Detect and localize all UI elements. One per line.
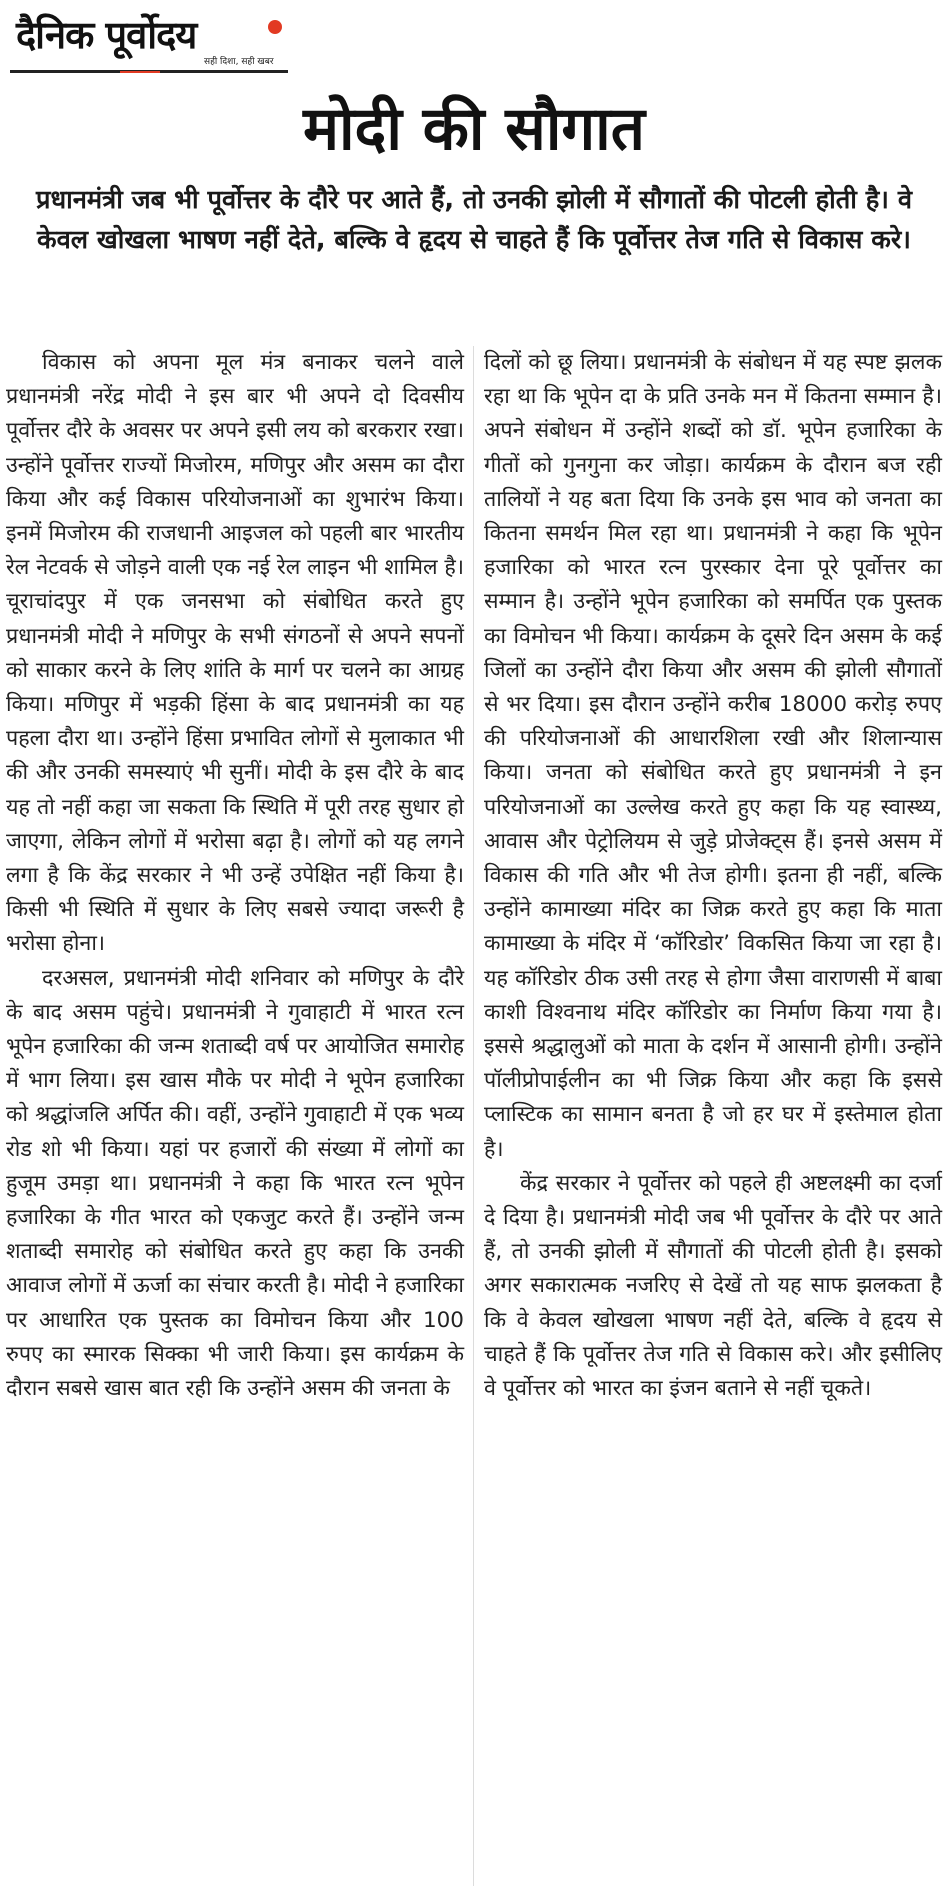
article-headline: मोदी की सौगात (303, 94, 645, 164)
article-paragraph: दरअसल, प्रधानमंत्री मोदी शनिवार को मणिपुर के दौरे के बाद असम पहुंचे। प्रधानमंत्री ने गुवाहाटी में भारत रत्न भूपेन हजारिका की जन्म शताब्दी वर्ष पर आयोजित समारोह में भाग लिया। इस खास मौके पर मोदी ने भूपेन हजारिका को श्रद्धांजलि अर्पित की। वहीं, उन्होंने गुवाहाटी में एक भव्य रोड शो भी किया। यहां पर हजारों की संख्या में लोगों का हुजूम उमड़ा था। प्रधानमंत्री ने कहा कि भारत रत्न भूपेन हजारिका के गीत भारत को एकजुट करते हैं। उन्होंने जन्म शताब्दी समारोह को संबोधित करते हुए कहा कि उनकी आवाज लोगों में ऊर्जा का संचार करती है। मोदी ने हजारिका पर आधारित एक पुस्तक का विमोचन किया और 100 रुपए का स्मारक सिक्का भी जारी किया। इस कार्यक्रम के दौरान सबसे खास बात रही कि उन्होंने असम की जनता के (6, 965, 464, 1402)
article-column-right (484, 346, 942, 1406)
newspaper-masthead (10, 8, 288, 76)
article-paragraph: दिलों को छू लिया। प्रधानमंत्री के संबोधन में यह स्पष्ट झलक रहा था कि भूपेन दा के प्रति उनके मन में कितना सम्मान है। अपने संबोधन में उन्होंने शब्दों को डॉ. भूपेन हजारिका के गीतों को गुनगुना कर जोड़ा। कार्यक्रम के दौरान बज रही तालियों ने यह बता दिया कि उनके इस भाव को जनता का कितना समर्थन मिल रहा था। प्रधानमंत्री ने कहा कि भूपेन हजारिका को भारत रत्न पुरस्कार देना पूरे पूर्वोत्तर का सम्मान है। उन्होंने भूपेन हजारिका को समर्पित एक पुस्तक का विमोचन भी किया। कार्यक्रम के दूसरे दिन असम के कई जिलों का उन्होंने दौरा किया और असम की झोली सौगातों से भर दिया। इस दौरान उन्होंने करीब 18000 करोड़ रुपए की परियोजनाओं की आधारशिला रखी और शिलान्यास किया। जनता को संबोधित करते हुए प्रधानमंत्री ने इन परियोजनाओं का उल्लेख करते हुए कहा कि यह स्वास्थ्य, आवास और पेट्रोलियम से जुड़े प्रोजेक्ट्स हैं। इनसे असम में विकास की गति और भी तेज होगी। इतना ही नहीं, बल्कि उन्होंने कामाख्या मंदिर का जिक्र करते हुए कहा कि माता कामाख्या के मंदिर में ‘कॉरिडोर’ विकसित किया जा रहा है। यह कॉरिडोर ठीक उसी तरह से होगा जैसा वाराणसी में बाबा काशी विश्वनाथ मंदिर कॉरिडोर का निर्माण किया गया है। इससे श्रद्धालुओं को माता के दर्शन में आसानी होगी। उन्होंने पॉलीप्रोपाईलीन का भी जिक्र किया और कहा कि इससे प्लास्टिक का सामान बनता है जो हर घर में इस्तेमाल होता है। (484, 350, 942, 1162)
article-paragraph: विकास को अपना मूल मंत्र बनाकर चलने वाले प्रधानमंत्री नरेंद्र मोदी ने इस बार भी अपने दो दिवसीय पूर्वोत्तर दौरे के अवसर पर अपने इसी लय को बरकरार रखा। उन्होंने पूर्वोत्तर राज्यों मिजोरम, मणिपुर और असम का दौरा किया और कई विकास परियोजनाओं का शुभारंभ किया। इनमें मिजोरम की राजधानी आइजल को पहली बार भारतीय रेल नेटवर्क से जोड़ने वाली एक नई रेल लाइन भी शामिल है। चूराचांदपुर में एक जनसभा को संबोधित करते हुए प्रधानमंत्री मोदी ने मणिपुर के सभी संगठनों से अपने सपनों को साकार करने के लिए शांति के मार्ग पर चलने का आग्रह किया। मणिपुर में भड़की हिंसा के बाद प्रधानमंत्री का यह पहला दौरा था। उन्होंने हिंसा प्रभावित लोगों से मुलाकात भी की और उनकी समस्याएं भी सुनीं। मोदी के इस दौरे के बाद यह तो नहीं कहा जा सकता कि स्थिति में पूरी तरह सुधार हो जाएगा, लेकिन लोगों में भरोसा बढ़ा है। लोगों को यह लगने लगा है कि केंद्र सरकार ने भी उन्हें उपेक्षित नहीं किया है। किसी भी स्थिति में सुधार के लिए सबसे ज्यादा जरूरी है भरोसा होना। (6, 350, 464, 957)
article-column-left (6, 346, 464, 1406)
article-paragraph: केंद्र सरकार ने पूर्वोत्तर को पहले ही अष्टलक्ष्मी का दर्जा दे दिया है। प्रधानमंत्री मोदी जब भी पूर्वोत्तर के दौरे पर आते हैं, तो उनकी झोली में सौगातों की पोटली होती है। इसको अगर सकारात्मक नजरिए से देखें तो यह साफ झलकता है कि वे केवल खोखला भाषण नहीं देते, बल्कि वे हृदय से चाहते हैं कि पूर्वोत्तर तेज गति से विकास करे। और इसीलिए वे पूर्वोत्तर को भारत का इंजन बताने से नहीं चूकते। (484, 1170, 942, 1402)
masthead-tagline: सही दिशा, सही खबर (204, 57, 274, 67)
column-divider (473, 346, 474, 1886)
article-deck: प्रधानमंत्री जब भी पूर्वोत्तर के दौरे पर आते हैं, तो उनकी झोली में सौगातों की पोटली होती है। वे केवल खोखला भाषण नहीं देते, बल्कि वे हृदय से चाहते हैं कि पूर्वोत्तर तेज गति से विकास करे। (35, 185, 913, 255)
masthead-title: दैनिक पूर्वोदय (16, 13, 197, 57)
masthead-underline-accent (120, 71, 160, 73)
masthead-sun-icon (268, 20, 282, 34)
